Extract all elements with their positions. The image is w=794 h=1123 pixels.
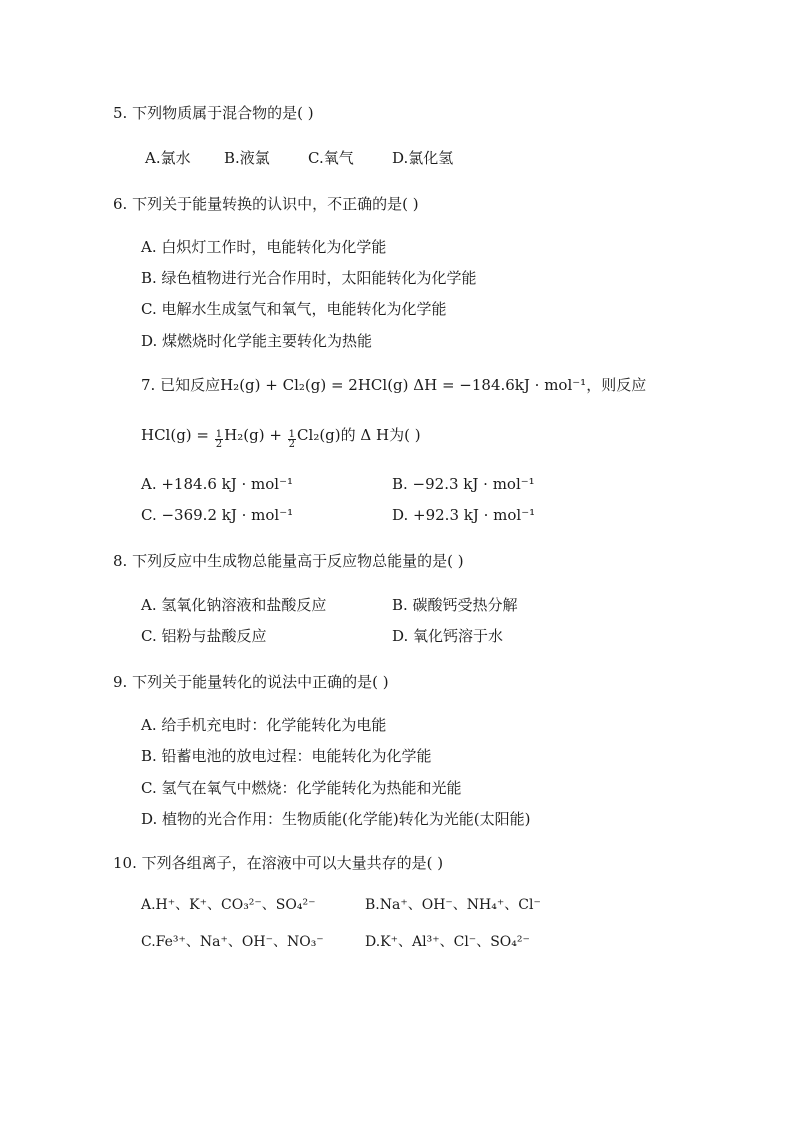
q5-option-c: C.氧气	[308, 149, 354, 167]
q7-option-d: D. +92.3 kJ · mol⁻¹	[392, 506, 536, 524]
q9-option-d: D. 植物的光合作用：生物质能(化学能)转化为光能(太阳能)	[141, 810, 531, 828]
question-8-stem: 8. 下列反应中生成物总能量高于反应物总能量的是( )	[113, 552, 464, 570]
q7-line2-mid2: Cl₂(g)的 Δ H为( )	[297, 426, 421, 444]
q10-option-a: A.H⁺、K⁺、CO₃²⁻、SO₄²⁻	[141, 897, 316, 913]
question-7-stem-line1	[141, 374, 646, 395]
q7-fraction-2-den: 2	[288, 439, 296, 450]
q7-line2-mid1: H₂(g) +	[224, 426, 287, 444]
q9-option-a: A. 给手机充电时：化学能转化为电能	[141, 716, 387, 734]
q8-option-b: B. 碳酸钙受热分解	[392, 596, 518, 614]
q9-option-b: B. 铅蓄电池的放电过程：电能转化为化学能	[141, 747, 432, 765]
q10-option-c: C.Fe³⁺、Na⁺、OH⁻、NO₃⁻	[141, 934, 324, 950]
q7-line2-left: HCl(g) =	[141, 426, 214, 444]
q7-fraction-1-den: 2	[215, 439, 223, 450]
q5-option-b: B.液氯	[224, 149, 270, 167]
q9-option-c: C. 氢气在氧气中燃烧：化学能转化为热能和光能	[141, 779, 462, 797]
q6-option-b: B. 绿色植物进行光合作用时，太阳能转化为化学能	[141, 269, 477, 287]
q10-option-d: D.K⁺、Al³⁺、Cl⁻、SO₄²⁻	[365, 934, 530, 950]
q8-option-a: A. 氢氧化钠溶液和盐酸反应	[141, 596, 327, 614]
question-9-stem: 9. 下列关于能量转化的说法中正确的是( )	[113, 673, 389, 691]
q6-option-a: A. 白炽灯工作时，电能转化为化学能	[141, 238, 387, 256]
q7-stem-suffix: ，则反应	[586, 376, 647, 394]
question-6-stem: 6. 下列关于能量转换的认识中，不正确的是( )	[113, 195, 419, 213]
q8-option-d: D. 氧化钙溶于水	[392, 627, 504, 645]
q7-option-a: A. +184.6 kJ · mol⁻¹	[141, 475, 294, 493]
question-5-stem: 5. 下列物质属于混合物的是( )	[113, 104, 314, 122]
q7-option-b: B. −92.3 kJ · mol⁻¹	[392, 475, 535, 493]
question-10-stem: 10. 下列各组离子，在溶液中可以大量共存的是( )	[113, 854, 444, 872]
q7-equation: H₂(g) + Cl₂(g) = 2HCl(g) ΔH = −184.6kJ · mol⁻¹	[220, 376, 587, 394]
q7-fraction-2	[288, 430, 296, 449]
q7-fraction-1	[215, 430, 223, 449]
q6-option-c: C. 电解水生成氢气和氧气，电能转化为化学能	[141, 300, 447, 318]
q7-fraction-2-num: 1	[288, 429, 296, 440]
q10-option-b: B.Na⁺、OH⁻、NH₄⁺、Cl⁻	[365, 897, 541, 913]
q5-option-a: A.氯水	[145, 149, 191, 167]
q7-fraction-1-num: 1	[215, 429, 223, 440]
q7-stem-prefix: 7. 已知反应	[141, 376, 221, 394]
q8-option-c: C. 铝粉与盐酸反应	[141, 627, 267, 645]
q7-option-c: C. −369.2 kJ · mol⁻¹	[141, 506, 294, 524]
q5-option-d: D.氯化氢	[392, 149, 454, 167]
q6-option-d: D. 煤燃烧时化学能主要转化为热能	[141, 332, 373, 350]
question-7-stem-line2	[141, 424, 421, 449]
